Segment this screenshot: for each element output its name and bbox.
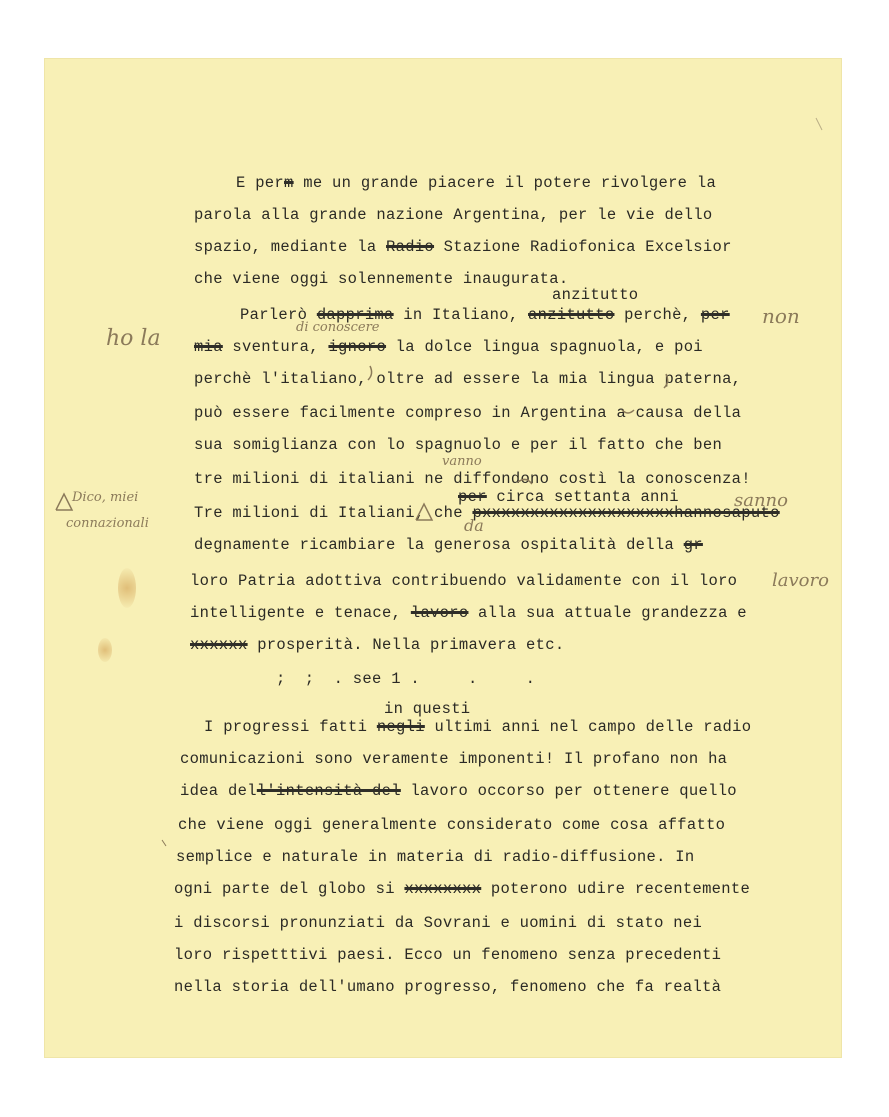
handwritten-sanno: sanno (734, 490, 788, 511)
struck-text: lavoro (410, 604, 469, 622)
document-sheet (44, 58, 842, 1058)
struck-text: hannosaputo (674, 504, 780, 522)
paragraph-3-line-5: semplice e naturale in materia di radio-diffusione. In (176, 848, 695, 866)
paragraph-2-line-2 (194, 338, 703, 356)
struck-text: dapprima (316, 306, 394, 324)
struck-text: anzitutto (528, 306, 615, 324)
text-fragment: poterono udire recentemente (481, 880, 751, 898)
paragraph-1-line-4: che viene oggi solennemente inaugurata. (194, 270, 569, 288)
paragraph-3-line-3 (180, 782, 737, 800)
text-fragment: circa settanta anni (496, 488, 679, 506)
text-fragment: Tre milioni di Italiani, che (194, 504, 473, 522)
interlinear-insertion: anzitutto (552, 286, 639, 304)
corner-mark (816, 118, 822, 130)
text-fragment: E per (236, 174, 285, 192)
text-fragment: Stazione Radiofonica Excelsior (434, 238, 732, 256)
text-fragment: lavoro occorso per ottenere quello (400, 782, 737, 800)
struck-text: pxxxxxxxxxxxxxxxxxxxx (472, 504, 675, 522)
text-fragment: I progressi fatti (204, 718, 377, 736)
handwritten-connazionali: connazionali (66, 516, 149, 531)
handwritten-dico-miei: Dico, miei (72, 490, 139, 505)
paper-stain (118, 568, 136, 608)
paragraph-3-line-1 (204, 718, 751, 736)
handwritten-di-conoscere: di conoscere (296, 320, 380, 335)
struck-text: per (458, 488, 487, 506)
interlinear-insertion: in questi (384, 700, 471, 718)
text-fragment: la dolce lingua spagnuola, e poi (386, 338, 703, 356)
text-fragment: idea del (180, 782, 257, 800)
paragraph-2-line-9: loro Patria adottiva contribuendo validamente con il loro (190, 572, 738, 590)
paragraph-2-line-6: tre milioni di italiani ne diffondono costì la conoscenza! (194, 470, 751, 488)
paragraph-3-line-2: comunicazioni sono veramente imponenti! Il profano non ha (180, 750, 728, 768)
handwritten-da: da (464, 516, 484, 535)
paragraph-1-line-2: parola alla grande nazione Argentina, per le vie dello (194, 206, 713, 224)
text-fragment: sventura, (222, 338, 329, 356)
struck-text: ignoro (328, 338, 387, 356)
struck-text: l'intensità del (256, 782, 401, 800)
paragraph-3-line-6 (174, 880, 750, 898)
text-fragment: prosperità. Nella primavera etc. (247, 636, 565, 654)
text-fragment: perchè, (614, 306, 701, 324)
text-fragment: ogni parte del globo si (174, 880, 405, 898)
paragraph-2-line-11 (190, 636, 564, 654)
text-fragment: spazio, mediante la (194, 238, 387, 256)
text-fragment: alla sua attuale grandezza e (468, 604, 747, 622)
text-fragment: degnamente ricambiare la generosa ospitalità della (194, 536, 684, 554)
struck-text: per (700, 306, 730, 324)
paragraph-2-line-10 (190, 604, 747, 622)
paragraph-2-line-5: sua somiglianza con lo spagnuolo e per il fatto che ben (194, 436, 723, 454)
see-reference-line: ; ; . see 1 . . . (276, 670, 536, 688)
paragraph-3-line-9: nella storia dell'umano progresso, fenomeno che fa realtà (174, 978, 722, 996)
text-fragment: me un grande piacere il potere rivolgere la (293, 174, 717, 192)
handwritten-vanno: vanno (442, 454, 482, 469)
text-fragment: in Italiano, (393, 306, 529, 324)
struck-text: negli (376, 718, 425, 736)
paragraph-3-line-4: che viene oggi generalmente considerato come cosa affatto (178, 816, 726, 834)
struck-text: m (284, 174, 294, 192)
text-fragment: intelligente e tenace, (190, 604, 411, 622)
handwritten-ho-la: ho la (106, 326, 161, 351)
paragraph-1-line-3 (194, 238, 732, 256)
text-fragment: Parlerò (240, 306, 317, 324)
paragraph-1-line-1 (236, 174, 716, 192)
struck-text: Radio (386, 238, 435, 256)
struck-text: xxxxxxxx (404, 880, 482, 898)
caret-mark (56, 494, 72, 510)
paragraph-3-line-8: loro rispetttivi paesi. Ecco un fenomeno senza precedenti (174, 946, 722, 964)
struck-text: gr (683, 536, 703, 554)
paper-stain (98, 638, 112, 662)
text-fragment: ultimi anni nel campo delle radio (424, 718, 752, 736)
paragraph-2-line-3: perchè l'italiano, oltre ad essere la mia lingua paterna, (194, 370, 742, 388)
struck-text: xxxxxx (190, 636, 248, 654)
handwritten-non: non (762, 304, 800, 328)
paragraph-2-line-4: può essere facilmente compreso in Argentina a causa della (194, 404, 742, 422)
pencil-tick (162, 840, 166, 846)
struck-text: mia (194, 338, 223, 356)
handwritten-lavoro: lavoro (772, 570, 829, 591)
paragraph-2-line-7 (194, 504, 780, 522)
paragraph-3-line-7: i discorsi pronunziati da Sovrani e uomini di stato nei (174, 914, 703, 932)
paragraph-2-line-8 (194, 536, 703, 554)
